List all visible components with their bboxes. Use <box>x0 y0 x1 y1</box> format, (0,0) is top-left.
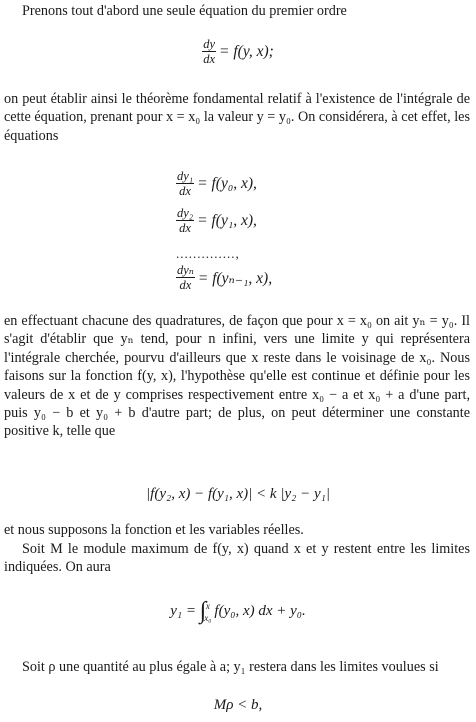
equation-system <box>176 170 272 301</box>
fraction-numerator: dyₙ <box>177 263 194 277</box>
equation-first-order <box>0 38 476 66</box>
ellipsis-row: .............., <box>176 246 240 261</box>
equation-bound: Mρ < b, <box>213 697 263 713</box>
integral-lhs: y₁ = <box>170 602 196 619</box>
fraction-denominator: dx <box>203 52 216 66</box>
equation-rhs: = f(yₙ₋₁, x), <box>197 269 273 287</box>
integral-body: f(y₀, x) dx + y₀. <box>214 602 306 619</box>
paragraph-existence-theorem: on peut établir ainsi le théorème fondamental relatif à l'existence de l'intégrale de cette équation, prenant pour x = x₀ la valeur y = y₀. On considérera, à cet effet, les équations <box>4 91 470 144</box>
paragraph-intro: Prenons tout d'abord une seule équation du premier ordre <box>22 3 347 19</box>
equation-rhs: = f(y₀, x), <box>197 175 257 192</box>
paragraph-real-variables: et nous supposons la fonction et les variables réelles. <box>4 522 304 538</box>
derivative-fraction <box>176 207 194 235</box>
equation-row-2 <box>176 207 272 244</box>
fraction-numerator: dy₂ <box>177 206 194 220</box>
fraction-denominator: dx <box>179 278 192 292</box>
equation-row-1 <box>176 170 272 207</box>
derivative-fraction <box>176 264 195 292</box>
derivative-fraction <box>176 170 194 198</box>
fraction-numerator: dy <box>203 37 216 51</box>
integral-lower-limit: x₀ <box>204 612 212 623</box>
integral-sign-icon: ∫ <box>199 598 207 624</box>
equation-rhs: = f(y₁, x), <box>197 212 257 229</box>
fraction-numerator: dy₁ <box>177 169 194 183</box>
derivative-fraction <box>202 38 216 66</box>
equation-integral <box>0 598 476 625</box>
fraction-denominator: dx <box>179 184 191 198</box>
paragraph-hypotheses: en effectuant chacune des quadratures, de façon que pour x = x₀ on ait yₙ = y₀. Il s'agit d'établir que yₙ tend, pour n infini, vers une limite y qui représentera l'intégrale cherchée, pourvu d'ailleurs que x reste dans le voisinage de x₀. Nous faisons sur la fonction f(y, x), l'hypothèse qu'elle est continue et définie pour les valeurs de x et de y comprises respectivement entre x₀ − a et x₀ + a d'une part, puis y₀ − b et y₀ + b d'autre part; de plus, on peut déterminer une constante positive k, telle que <box>4 313 470 440</box>
equation-rhs: = f(y, x); <box>219 43 274 60</box>
equation-lipschitz: |f(y₂, x) − f(y₁, x)| < k |y₂ − y₁| <box>146 486 330 502</box>
integral-limits <box>204 600 211 624</box>
fraction-denominator: dx <box>179 221 191 235</box>
integral-upper-limit: x <box>205 600 210 611</box>
paragraph-maximum-modulus: Soit M le module maximum de f(y, x) quand x et y restent entre les limites indiquées. On aura <box>4 541 470 576</box>
paragraph-rho-condition: Soit ρ une quantité au plus égale à a; y₁ restera dans les limites voulues si <box>22 659 439 675</box>
equation-row-n <box>176 264 272 301</box>
